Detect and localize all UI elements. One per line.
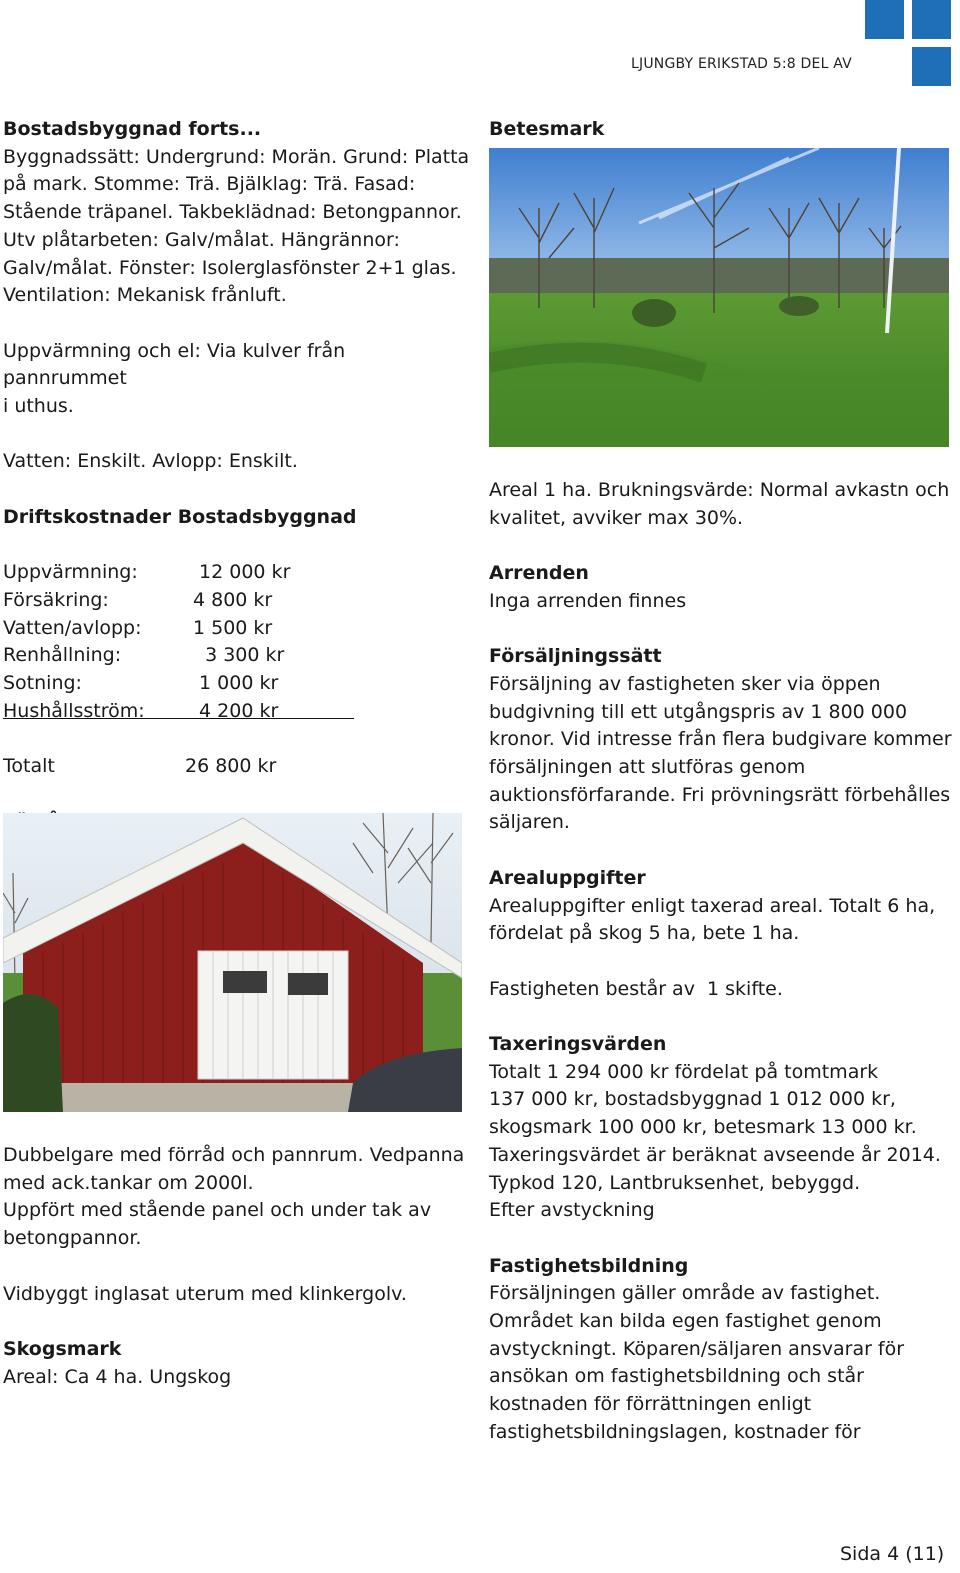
cost-row: [3, 615, 473, 643]
right-column: [489, 477, 954, 1447]
total-value: 26 800 kr: [185, 755, 277, 778]
lease-text: Inga arrenden finnes: [489, 589, 687, 612]
costs-table: [3, 559, 473, 725]
cost-value: 12 000 kr: [193, 561, 291, 584]
forest-heading: Skogsmark: [3, 1337, 122, 1360]
formation-text: Försäljningen gäller område av fastighet. Området kan bilda egen fastighet genom avstyckningt. Köparen/säljaren ansvarar för ansökan om fastighetsbildning och står kostnaden för förrättningen enligt fastighetsbildningslagen, kostnader för: [489, 1282, 905, 1443]
tax-heading: Taxeringsvärden: [489, 1032, 667, 1055]
formation-heading: Fastighetsbildning: [489, 1254, 689, 1277]
tax-text: Totalt 1 294 000 kr fördelat på tomtmark 137 000 kr, bostadsbyggnad 1 012 000 kr, skogsmark 100 000 kr, betesmark 13 000 kr. Taxeringsvärdet är beräknat avseende år 2014. Typkod 120, Lantbruksenhet, bebyggd. Efter avstyckning: [489, 1060, 941, 1222]
sale-text: Försäljning av fastigheten sker via öppen budgivning till ett utgångspris av 1 800 000 kronor. Vid intresse från flera budgivare kommer försäljningen att slutföras genom auktionsförfarande. Fri prövningsrätt förbehålles säljaren.: [489, 672, 952, 834]
cost-row: [3, 587, 473, 615]
garage-text: Dubbelgare med förråd och pannrum. Vedpanna med ack.tankar om 2000l. Uppfört med stående panel och under tak av betongpannor.: [3, 1144, 465, 1250]
heating-text: Uppvärmning och el: Via kulver från pannrummet i uthus.: [3, 339, 346, 418]
total-divider: [3, 718, 354, 719]
lease-heading: Arrenden: [489, 562, 589, 585]
garage-photo: [3, 813, 462, 1112]
cost-value: 1 500 kr: [193, 616, 273, 639]
cost-row: [3, 559, 473, 587]
cost-value: 4 200 kr: [193, 699, 279, 722]
cost-value: 1 000 kr: [193, 672, 279, 694]
logo-square-2: [912, 0, 951, 39]
forest-text: Areal: Ca 4 ha. Ungskog: [3, 1365, 232, 1388]
logo-square-3: [912, 47, 951, 86]
cost-label: Renhållning:: [3, 644, 122, 667]
left-column: [3, 116, 473, 836]
building-text: Byggnadssätt: Undergrund: Morän. Grund: Platta på mark. Stomme: Trä. Bjälklag: Trä. Fasad: Stående träpanel. Takbeklädnad: Betongpannor. Utv plåtarbeten: Galv/målat. Hängrännor: Galv/målat. Fönster: Isolerglasfönster 2+1 glas. Ventilation: Mekanisk frånluft.: [3, 145, 470, 307]
total-row: [3, 753, 473, 781]
cost-value: 3 300 kr: [193, 644, 285, 667]
cost-label: Vatten/avlopp:: [3, 616, 142, 639]
logo-square-1: [865, 0, 904, 39]
cost-label: Försäkring:: [3, 588, 109, 611]
left-column-lower: [3, 1142, 473, 1391]
parcel-text: Fastigheten består av 1 skifte.: [489, 977, 783, 1000]
cost-row: [3, 642, 473, 670]
document-header-title: LJUNGBY ERIKSTAD 5:8 DEL AV: [631, 56, 852, 72]
pasture-heading: Betesmark: [489, 118, 605, 140]
veranda-text: Vidbyggt inglasat uterum med klinkergolv.: [3, 1282, 407, 1305]
cost-label: Hushållsström:: [3, 699, 145, 722]
cost-value: 4 800 kr: [193, 588, 273, 611]
area-heading: Arealuppgifter: [489, 866, 646, 889]
building-heading: Bostadsbyggnad forts...: [3, 118, 262, 140]
cost-row: [3, 670, 473, 698]
water-text: Vatten: Enskilt. Avlopp: Enskilt.: [3, 450, 298, 473]
cost-label: Uppvärmning:: [3, 561, 138, 584]
pasture-photo: [489, 148, 949, 447]
cost-row: [3, 698, 473, 726]
page-number: Sida 4 (11): [840, 1543, 945, 1565]
sale-heading: Försäljningssätt: [489, 645, 662, 668]
total-label: Totalt: [3, 755, 55, 778]
cost-label: Sotning:: [3, 672, 82, 694]
costs-heading: Driftskostnader Bostadsbyggnad: [3, 505, 357, 528]
area-text: Arealuppgifter enligt taxerad areal. Totalt 6 ha, fördelat på skog 5 ha, bete 1 ha.: [489, 894, 936, 945]
pasture-text: Areal 1 ha. Brukningsvärde: Normal avkastn och kvalitet, avviker max 30%.: [489, 479, 950, 529]
